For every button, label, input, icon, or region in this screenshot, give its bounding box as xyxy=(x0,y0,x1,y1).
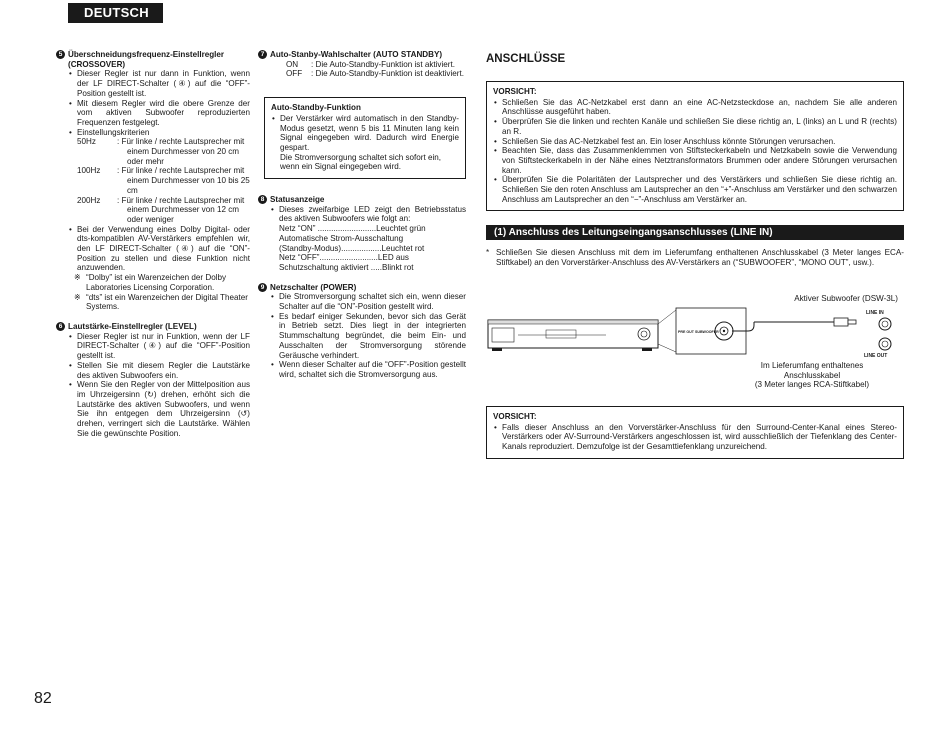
off-label: OFF xyxy=(286,69,303,79)
bullet: • Beachten Sie, dass das Zusammenklemmen von Stiftsteckerkabeln und Netzkabeln sowie die Verwendung von Stiftsteckerkabeln in der Nähe eines Netztransformators Brummen oder andere Störungen verursachen kann. xyxy=(493,146,897,175)
status-line: Netz “OFF”..........................LED aus xyxy=(279,253,409,263)
box-bullets xyxy=(271,114,459,153)
criteria-row xyxy=(77,166,250,195)
criteria-freq: 50Hz xyxy=(77,137,96,147)
column-right xyxy=(486,50,904,459)
auto-standby-box xyxy=(264,97,466,179)
status-line: Netz “ON” ..........................Leuchtet grün xyxy=(279,224,426,234)
power-section xyxy=(260,282,466,380)
criteria-text: : Für linke / rechte Lautsprecher mit einem Durchmesser von 12 cm oder weniger xyxy=(117,195,245,224)
power-bullets xyxy=(270,292,466,379)
item-number: 6 xyxy=(56,322,65,331)
bullet: • Mit diesem Regler wird die obere Grenze der vom aktiven Subwoofer reproduzierten Frequenzen festgelegt. xyxy=(68,99,250,128)
bullet: • Die Stromversorgung schaltet sich ein, wenn dieser Schalter auf die “ON”-Position gestellt wird. xyxy=(270,292,466,311)
crossover-bullets xyxy=(68,69,250,137)
bullet: • Überprüfen Sie die Polaritäten der Lautsprecher und des Verstärkers und schließen Sie diese richtig an. Schließen Sie den roten Anschluss am Lautsprecher an den “+”-Anschluss am Verstärker und den schwarzen Anschluss am Lautsprecher an den “−”-Anschluss am Verstärker an. xyxy=(493,175,897,204)
status-line: (Standby-Modus)..................Leuchtet rot xyxy=(279,243,425,253)
column-left xyxy=(58,50,250,446)
criteria-row xyxy=(77,137,250,166)
status-section xyxy=(260,195,466,273)
language-tab: DEUTSCH xyxy=(68,3,163,23)
on-off-list xyxy=(286,60,466,79)
caution-bullets xyxy=(493,98,897,205)
cable-label-line: Anschlusskabel xyxy=(783,370,841,380)
caution-box-2 xyxy=(486,406,904,459)
trademark-note: ※ “Dolby” ist ein Warenzeichen der Dolby Laboratories Licensing Corporation. xyxy=(68,273,250,292)
bullet: • Der Verstärker wird automatisch in den Standby-Modus gesetzt, wenn 5 bis 11 Minuten lang kein Signal eingegeben wird. Dadurch wird Energie gespart. xyxy=(271,114,459,153)
bullet: • Es bedarf einiger Sekunden, bevor sich das Gerät in Betrieb setzt. Dies liegt in der integrierten Stummschaltung begründet, die beim Ein- und Ausschalten der Stromversorgung störende Geräusche verhindert. xyxy=(270,312,466,361)
bullet: • Stellen Sie mit diesem Regler die Lautstärke des aktiven Subwoofers ein. xyxy=(68,361,250,380)
status-line: Automatische Strom-Ausschaltung xyxy=(279,233,404,243)
off-row xyxy=(286,69,466,79)
criteria-text: : Für linke / rechte Lautsprecher mit einem Durchmesser von 20 cm oder mehr xyxy=(117,137,245,166)
line-in-text: * Schließen Sie diesen Anschluss mit dem im Lieferumfang enthaltenen Anschlusskabel (3 Meter langes ECA-Stiftkabel) an den Vorverstärker-Anschluss des AV-Verstärkers an (“SUBWOOFER”, “MONO OUT”, usw.). xyxy=(486,248,904,267)
section-title: ANSCHLÜSSE xyxy=(486,53,566,65)
caution-title: VORSICHT: xyxy=(493,87,537,96)
crossover-section xyxy=(58,50,250,312)
bullet: • Wenn dieser Schalter auf die “OFF”-Position gestellt wird, schaltet sich die Stromversorgung aus. xyxy=(270,360,466,379)
page-number: 82 xyxy=(34,690,52,707)
pre-out-label: PRE OUT SUBWOOFER xyxy=(678,329,719,334)
status-title: Statusanzeige xyxy=(270,195,325,205)
on-text: : Die Auto-Standby-Funktion ist aktiviert. xyxy=(311,59,455,69)
level-section xyxy=(58,321,250,438)
connection-diagram xyxy=(486,294,904,394)
caution-title: VORSICHT: xyxy=(493,411,537,421)
criteria-list xyxy=(77,137,250,224)
caution-bullets xyxy=(493,423,897,452)
bullet: • Bei der Verwendung eines Dolby Digital- oder dts-kompatiblen AV-Verstärkers empfehlen wir, den LF DIRECT-Schalter (④) auf die “ON”-Position zu stellen und diese Funktion nicht anzuwenden. xyxy=(68,225,250,274)
bullet: • Falls dieser Anschluss an den Vorverstärker-Anschluss für den Surround-Center-Kanal eines Stereo-Verstärkers oder AV-Surround-Verstärkers angeschlossen ist, wird ausschließlich der Tiefenklang des Center-Kanals reproduziert. Demzufolge ist der Gesamttiefenklang unzureichend. xyxy=(493,423,897,452)
level-bullets xyxy=(68,332,250,439)
on-row xyxy=(286,60,466,70)
item-number: 8 xyxy=(258,195,267,204)
bullet: • Dieser Regler ist nur in Funktion, wenn der LF DIRECT-Schalter (④) auf die “OFF”-Position gestellt ist. xyxy=(68,332,250,361)
line-out-label: LINE OUT xyxy=(864,352,888,359)
status-bullets xyxy=(270,205,466,224)
trademark-note: ※ “dts” ist ein Warenzeichen der Digital Theater Systems. xyxy=(68,293,250,312)
status-line: Schutzschaltung aktiviert .....Blinkt rot xyxy=(279,262,414,272)
auto-standby-title: Auto-Stanby-Wahlschalter (AUTO STANDBY) xyxy=(270,50,443,59)
bullet: • Schließen Sie das AC-Netzkabel fest an. Ein loser Anschluss könnte Störungen verursachen. xyxy=(493,137,897,147)
line-in-heading: (1) Anschluss des Leitungseingangsanschlusses (LINE IN) xyxy=(486,225,904,240)
bullet: • Wenn Sie den Regler von der Mittelposition aus im Uhrzeigersinn (↻) drehen, erhöht sich die Lautstärke des aktiven Subwoofers, und wenn Sie ihn entgegen dem Uhrzeigersinn (↺) drehen, verringert sich die Lautstärke. Wählen Sie die gewünschte Position. xyxy=(68,380,250,438)
criteria-text: : Für linke / rechte Lautsprecher mit einem Durchmesser von 10 bis 25 cm xyxy=(117,166,250,195)
bullet: • Überprüfen Sie die linken und rechten Kanäle und schließen Sie diese richtig an, L (links) an L und R (rechts) an R. xyxy=(493,117,897,136)
power-title: Netzschalter (POWER) xyxy=(270,282,357,292)
criteria-row xyxy=(77,196,250,225)
box-text: Die Stromversorgung schaltet sich sofort ein, wenn ein Signal eingegeben wird. xyxy=(280,152,442,172)
subwoofer-label: Aktiver Subwoofer (DSW-3L) xyxy=(794,293,898,303)
criteria-freq: 100Hz xyxy=(77,166,101,176)
on-label: ON xyxy=(286,59,299,69)
auto-standby-section xyxy=(260,50,466,79)
bullet: • Dieser Regler ist nur dann in Funktion, wenn der LF DIRECT-Schalter (④) auf die “OFF”-Position gestellt ist. xyxy=(68,69,250,98)
bullet: • Einstellungskriterien xyxy=(68,128,250,138)
level-title: Lautstärke-Einstellregler (LEVEL) xyxy=(68,321,197,331)
item-number: 7 xyxy=(258,50,267,59)
off-text: : Die Auto-Standby-Funktion ist deaktiviert. xyxy=(311,69,464,79)
status-lines xyxy=(270,224,466,273)
line-in-label: LINE IN xyxy=(866,309,884,316)
criteria-freq: 200Hz xyxy=(77,195,101,205)
cable-label-line: Im Lieferumfang enthaltenes xyxy=(760,360,864,370)
crossover-title: Überschneidungsfrequenz-Einstellregler (CROSSOVER) xyxy=(68,50,225,69)
item-number: 5 xyxy=(56,50,65,59)
bullet: • Schließen Sie das AC-Netzkabel erst dann an eine AC-Netzsteckdose an, nachdem Sie alle anderen Anschlüsse ausgeführt haben. xyxy=(493,98,897,117)
caution-box-1 xyxy=(486,81,904,211)
cable-label xyxy=(732,361,892,390)
box-title: Auto-Standby-Funktion xyxy=(271,103,361,113)
crossover-bullets-2 xyxy=(68,225,250,274)
bullet: • Dieses zweifarbige LED zeigt den Betriebsstatus des aktiven Subwoofers wie folgt an: xyxy=(270,205,466,224)
item-number: 9 xyxy=(258,283,267,292)
column-middle xyxy=(260,50,466,388)
cable-label-line: (3 Meter langes RCA-Stiftkabel) xyxy=(754,380,870,390)
